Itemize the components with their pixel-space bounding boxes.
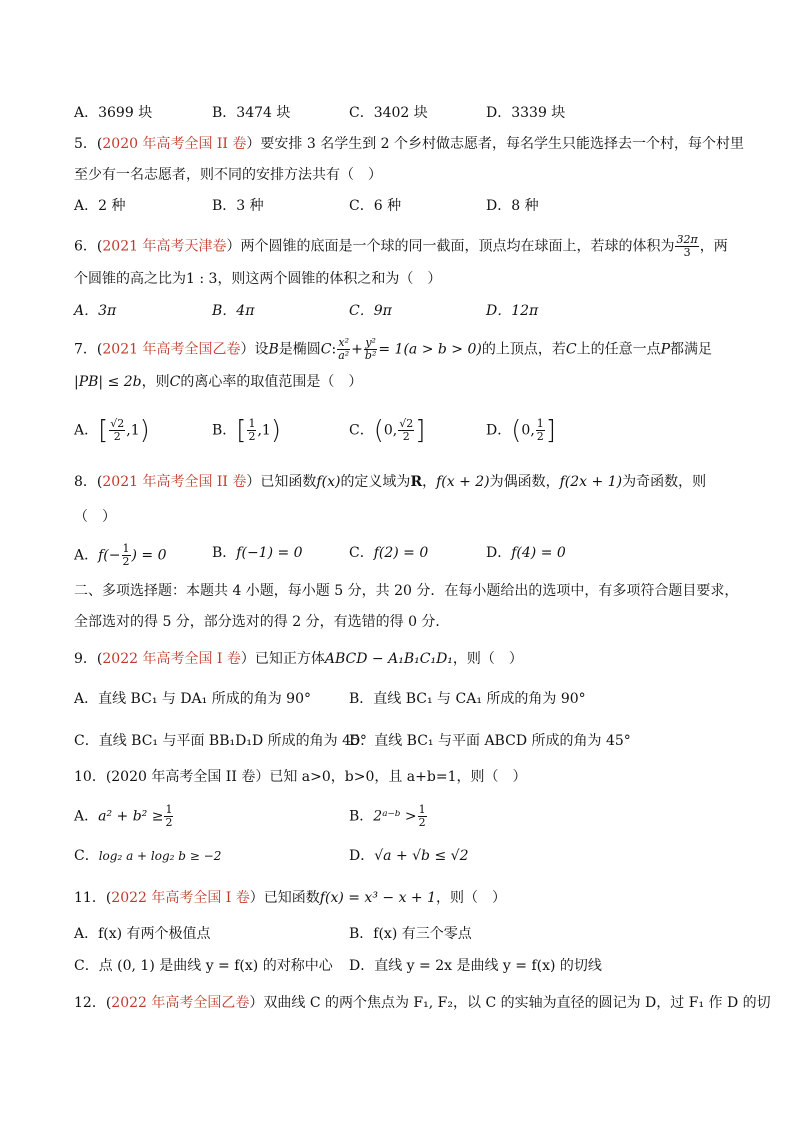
q7-ellipse-c: C xyxy=(320,341,332,358)
q9-option-a: A．直线 BC₁ 与 DA₁ 所成的角为 90° xyxy=(74,691,311,707)
q7-d-frac xyxy=(536,418,545,443)
q7-a2: a² xyxy=(338,349,350,362)
q6-option-b: B．4π xyxy=(212,303,255,319)
q10-stem: 10．(2020 年高考全国 II 卷）已知 a>0，b>0，且 a+b=1，则（ ） xyxy=(74,769,527,785)
q5-stem-line1 xyxy=(74,134,744,154)
q6-text1: ）两个圆锥的底面是一个球的同一截面，顶点均在球面上，若球的体积为 xyxy=(226,238,675,255)
q7-condition: = 1(a > b > 0) xyxy=(378,341,482,358)
q7-option-a-label: A． xyxy=(74,422,99,439)
q7-a-two: 2 xyxy=(113,430,121,443)
q4-option-b: B．3474 块 xyxy=(212,105,291,121)
q8-option-d-label: D． xyxy=(486,545,512,561)
q8-a-frac xyxy=(122,543,131,568)
q6-stem-line2 xyxy=(74,269,441,289)
q7-option-d: D．(0, $\frac{1}{2}$ ] xyxy=(486,415,556,446)
q6-number: 6．( xyxy=(74,238,103,255)
q6-option-c: C．9π xyxy=(349,303,392,319)
q11-source: 2022 年高考全国 I 卷 xyxy=(111,890,250,906)
q8-fx: f(x) xyxy=(316,474,341,490)
q7-option-c: C．(0, $\frac{√2}{2}$ ] xyxy=(349,415,426,446)
q8-f2: f(2x + 1) xyxy=(559,474,623,490)
q7-t5: 都满足 xyxy=(670,341,712,358)
q9-number: 9．( xyxy=(74,651,103,667)
q7-number: 7．( xyxy=(74,341,103,358)
q9-option-c: C．直线 BC₁ 与平面 BB₁D₁D 所成的角为 45° xyxy=(74,733,367,749)
q8-d-expr: f(4) = 0 xyxy=(511,545,566,561)
q11-option-b: B．f(x) 有三个零点 xyxy=(349,926,472,942)
q8-f1: f(x + 2) xyxy=(436,474,490,490)
q7-d-den: 2 xyxy=(536,430,544,443)
q7-c-zero: 0 xyxy=(383,422,393,439)
q8-b-expr: f(−1) = 0 xyxy=(236,545,303,561)
q5-stem-line2: 至少有一名志愿者，则不同的安排方法共有（ ） xyxy=(74,167,382,183)
q10-option-d xyxy=(349,846,468,866)
q5-option-c: C．6 种 xyxy=(349,198,402,214)
q7-option-a: A．[ $\frac{√2}{2}$ ,1) xyxy=(74,415,150,446)
q11-number: 11．( xyxy=(74,890,112,906)
q9-cube: ABCD − A₁B₁C₁D₁ xyxy=(324,651,453,667)
section2-heading-line1: 二、多项选择题：本题共 4 小题，每小题 5 分，共 20 分．在每小题给出的选项中，有多项符合题目要求， xyxy=(74,583,739,599)
q7-option-b: B．[ $\frac{1}{2}$ ,1) xyxy=(212,415,281,446)
q6-stem-line1 xyxy=(74,234,728,259)
q7-d-zero: 0 xyxy=(521,422,531,439)
q6-text2b: ，则这两个圆锥的体积之和为（ ） xyxy=(217,271,442,287)
q7-c-two: 2 xyxy=(402,430,410,443)
q6-option-d: D．12π xyxy=(486,303,539,319)
q8-t2: 的定义域为 xyxy=(340,474,411,490)
q8-option-a xyxy=(74,543,167,568)
q7-c-sqrt2: √2 xyxy=(399,417,414,430)
q10-option-c-label: C． xyxy=(74,848,99,864)
q8-a-den: 2 xyxy=(122,555,130,568)
q10-c-expr: log₂ a + log₂ b ≥ −2 xyxy=(98,849,222,863)
q10-a-den: 2 xyxy=(165,816,173,829)
q9-option-b: B．直线 BC₁ 与 CA₁ 所成的角为 90° xyxy=(349,691,586,707)
q9-t1: ）已知正方体 xyxy=(240,651,325,667)
q12-source: 2022 年高考全国乙卷 xyxy=(111,995,250,1011)
q10-b-num: 1 xyxy=(418,803,426,816)
q8-a-post: ) = 0 xyxy=(131,547,167,564)
q8-c-expr: f(2) = 0 xyxy=(373,545,429,561)
q6-source: 2021 年高考天津卷 xyxy=(102,238,227,255)
q10-b-den: 2 xyxy=(418,816,426,829)
q5-source: 2020 年高考全国 II 卷 xyxy=(102,136,247,152)
q8-a-num: 1 xyxy=(122,542,130,555)
q8-option-c xyxy=(349,543,428,563)
q6-frac-numerator: 32π xyxy=(676,233,698,246)
q4-option-c: C．3402 块 xyxy=(349,105,428,121)
q11-option-d: D．直线 y = 2x 是曲线 y = f(x) 的切线 xyxy=(349,958,602,974)
q7-b-num: 1 xyxy=(248,417,256,430)
q11-function: f(x) = x³ − x + 1 xyxy=(319,890,437,906)
q8-stem-line2: （ ） xyxy=(74,509,116,525)
q7-t6: ，则 xyxy=(141,374,170,390)
q6-frac-denominator: 3 xyxy=(683,246,691,259)
q6-volume-fraction xyxy=(675,234,698,259)
q7-b-frac xyxy=(247,418,256,443)
q7-frac-y xyxy=(364,337,377,362)
q10-option-d-label: D． xyxy=(349,848,375,864)
q7-y2: y² xyxy=(365,336,376,349)
q10-a-expr: a² + b² ≥ xyxy=(98,808,164,825)
q7-frac-x xyxy=(337,337,350,362)
q7-option-b-label: B． xyxy=(212,422,237,439)
q8-source: 2021 年高考全国 II 卷 xyxy=(102,474,247,490)
q7-b-den: 2 xyxy=(248,430,256,443)
q8-t5: 为奇函数，则 xyxy=(622,474,707,490)
q7-stem-line1: 7．(2021 年高考全国乙卷）设B是椭圆C: $\frac{\text{x²}}{\text{a²}}$ + $\frac{\text{y²}}{\text{b²}}$ = 1(a > b > 0)的上顶点，若C上的任意一点P都满足 xyxy=(74,336,712,362)
q9-t2: ，则（ ） xyxy=(452,651,523,667)
q11-option-c: C．点 (0, 1) 是曲线 y = f(x) 的对称中心 xyxy=(74,958,333,974)
q5-option-b: B．3 种 xyxy=(212,198,264,214)
q12-text: ）双曲线 C 的两个焦点为 F₁, F₂，以 C 的实轴为直径的圆记为 D，过 F₁ 作 D 的切 xyxy=(249,995,771,1011)
q10-option-a xyxy=(74,804,174,829)
q7-d-num: 1 xyxy=(536,417,544,430)
q7-x2: x² xyxy=(338,336,349,349)
q8-option-d xyxy=(486,543,566,563)
q7-inequality: |PB| ≤ 2b xyxy=(74,374,142,390)
q7-a-one: 1 xyxy=(130,422,140,439)
q4-option-a: A．3699 块 xyxy=(74,105,153,121)
q8-option-a-label: A． xyxy=(74,547,99,564)
q11-t2: ，则（ ） xyxy=(436,890,507,906)
q8-reals: R xyxy=(410,474,423,490)
q7-point-p: P xyxy=(660,341,670,358)
q10-option-b xyxy=(349,804,428,829)
q9-source: 2022 年高考全国 I 卷 xyxy=(102,651,241,667)
q7-c-frac xyxy=(398,418,414,443)
q5-text1: ）要安排 3 名学生到 2 个乡村做志愿者，每名学生只能选择去一个村，每个村里 xyxy=(246,136,745,152)
q11-stem xyxy=(74,888,506,908)
q7-source: 2021 年高考全国乙卷 xyxy=(102,341,241,358)
q12-number: 12．( xyxy=(74,995,112,1011)
q10-option-b-label: B． xyxy=(349,808,374,825)
q10-d-expr: √a + √b ≤ √2 xyxy=(374,848,469,864)
q7-t4: 上的任意一点 xyxy=(576,341,661,358)
q7-t3: 的上顶点，若 xyxy=(481,341,566,358)
q9-option-d: D．直线 BC₁ 与平面 ABCD 所成的角为 45° xyxy=(349,733,631,749)
q8-number: 8．( xyxy=(74,474,103,490)
q7-t1: ）设 xyxy=(240,341,269,358)
q11-t1: ）已知函数 xyxy=(249,890,320,906)
q7-option-d-label: D． xyxy=(486,422,512,439)
q10-option-c xyxy=(74,846,221,866)
q7-c3: C xyxy=(169,374,181,390)
q7-b-one: 1 xyxy=(261,422,271,439)
q10-b-frac xyxy=(418,804,427,829)
q8-option-b xyxy=(212,543,303,563)
q8-t1: ）已知函数 xyxy=(246,474,317,490)
q7-c2: C xyxy=(565,341,577,358)
q10-b-expr: 2ᵃ⁻ᵇ > xyxy=(373,808,417,825)
q7-a-sqrt2: √2 xyxy=(110,417,125,430)
q5-option-d: D．8 种 xyxy=(486,198,539,214)
section2-heading-line2: 全部选对的得 5 分，部分选对的得 2 分，有选错的得 0 分． xyxy=(74,614,450,630)
q5-number: 5．( xyxy=(74,136,103,152)
q6-text1b: ，两 xyxy=(699,238,728,255)
q7-t7: 的离心率的取值范围是（ ） xyxy=(180,374,363,390)
q7-stem-line2 xyxy=(74,372,362,392)
q8-t3: ， xyxy=(422,474,437,490)
q8-stem-line1 xyxy=(74,472,706,492)
q10-option-a-label: A． xyxy=(74,808,99,825)
q8-a-pre: f(− xyxy=(98,547,121,564)
q6-text2a: 个圆锥的高之比为 xyxy=(74,271,186,287)
q5-option-a: A．2 种 xyxy=(74,198,126,214)
q8-t4: 为偶函数， xyxy=(489,474,560,490)
q11-option-a: A．f(x) 有两个极值点 xyxy=(74,926,211,942)
q10-a-frac xyxy=(164,804,173,829)
q6-ratio: 1 : 3 xyxy=(186,271,218,287)
q7-t2: 是椭圆 xyxy=(278,341,321,358)
q8-option-c-label: C． xyxy=(349,545,374,561)
q12-stem xyxy=(74,993,771,1013)
q9-stem xyxy=(74,649,523,669)
q10-a-num: 1 xyxy=(165,803,173,816)
q7-b2: b² xyxy=(364,349,377,362)
q6-option-a: A．3π xyxy=(74,303,117,319)
q7-a-frac xyxy=(109,418,125,443)
q7-point-b: B xyxy=(268,341,279,358)
q4-option-d: D．3339 块 xyxy=(486,105,566,121)
q7-option-c-label: C． xyxy=(349,422,374,439)
q8-option-b-label: B． xyxy=(212,545,237,561)
